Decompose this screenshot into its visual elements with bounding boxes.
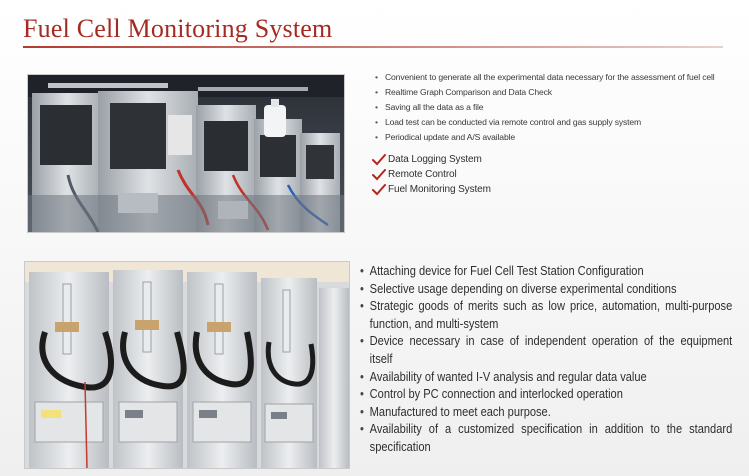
- test-station-devices-photo: [24, 261, 350, 469]
- device-feature-item: • Control by PC connection and interlocked operation: [360, 386, 732, 404]
- check-icon: [372, 169, 386, 181]
- feature-item: • Periodical update and A/S available: [375, 130, 735, 145]
- checked-item-label: Remote Control: [388, 169, 457, 180]
- checked-item: [372, 152, 491, 167]
- checked-item-label: Fuel Monitoring System: [388, 184, 491, 195]
- checked-item: [372, 167, 491, 182]
- monitoring-station-photo: [27, 74, 345, 233]
- checked-system-list: [372, 152, 491, 197]
- device-feature-item: • Availability of a customized specification in addition to the standard specification: [360, 421, 732, 456]
- device-feature-list: [360, 263, 732, 457]
- check-icon: [372, 184, 386, 196]
- device-feature-item: • Attaching device for Fuel Cell Test Station Configuration: [360, 263, 732, 281]
- feature-item: • Realtime Graph Comparison and Data Check: [375, 85, 735, 100]
- page-title: Fuel Cell Monitoring System: [23, 14, 333, 43]
- feature-list: [375, 70, 735, 145]
- device-feature-item: • Availability of wanted I-V analysis and regular data value: [360, 369, 732, 387]
- feature-item: • Saving all the data as a file: [375, 100, 735, 115]
- device-feature-item: • Device necessary in case of independent operation of the equipment itself: [360, 333, 732, 368]
- feature-item: • Load test can be conducted via remote control and gas supply system: [375, 115, 735, 130]
- title-divider: [23, 46, 723, 48]
- checked-item-label: Data Logging System: [388, 154, 482, 165]
- device-feature-item: • Manufactured to meet each purpose.: [360, 404, 732, 422]
- device-feature-item: • Selective usage depending on diverse experimental conditions: [360, 281, 732, 299]
- check-icon: [372, 154, 386, 166]
- device-feature-item: • Strategic goods of merits such as low price, automation, multi-purpose function, and multi-system: [360, 298, 732, 333]
- feature-item: • Convenient to generate all the experimental data necessary for the assessment of fuel cell: [375, 70, 735, 85]
- checked-item: [372, 182, 491, 197]
